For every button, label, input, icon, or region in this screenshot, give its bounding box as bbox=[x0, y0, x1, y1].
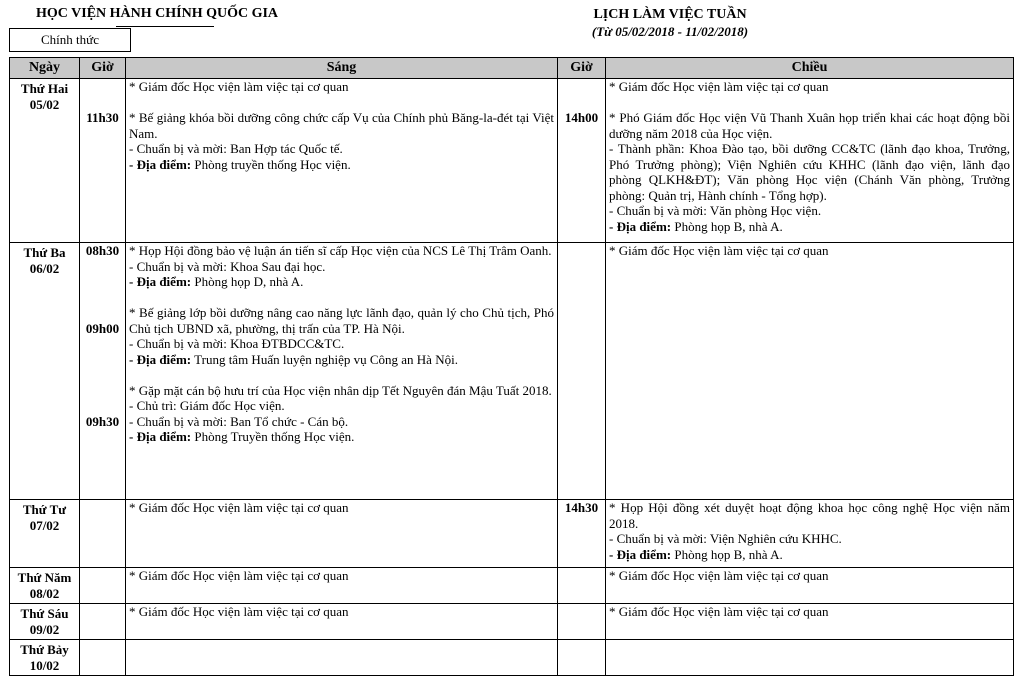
event-time: 11h30 bbox=[86, 110, 119, 125]
col-header-morning: Sáng bbox=[126, 58, 558, 79]
event-line: - Chuẩn bị và mời: Khoa Sau đại học. bbox=[129, 258, 326, 274]
col-header-time: Giờ bbox=[80, 58, 126, 79]
event-time: 14h00 bbox=[564, 110, 599, 125]
event-line: * Họp Hội đồng xét duyệt hoạt động khoa học công nghệ Học viện năm 2018. bbox=[609, 500, 1010, 531]
time-cell bbox=[558, 243, 606, 500]
event-line: * Giám đốc Học viện làm việc tại cơ quan bbox=[609, 604, 829, 619]
morning-cell bbox=[126, 640, 558, 676]
organization-name: HỌC VIỆN HÀNH CHÍNH QUỐC GIA bbox=[36, 6, 278, 22]
schedule-table bbox=[9, 57, 1014, 676]
morning-cell bbox=[126, 79, 558, 243]
afternoon-cell bbox=[606, 500, 1014, 568]
event-line: - Chuẩn bị và mời: Viện Nghiên cứu KHHC. bbox=[609, 531, 842, 546]
day-date: 05/02 bbox=[29, 96, 60, 112]
event-line: - Chủ trì: Giám đốc Học viện. bbox=[129, 398, 285, 413]
day-date: 10/02 bbox=[29, 657, 60, 673]
event-line: * Họp Hội đồng bảo vệ luận án tiến sĩ cấp Học viện của NCS Lê Thị Trâm Oanh. bbox=[129, 243, 552, 258]
page-title: LỊCH LÀM VIỆC TUẦN bbox=[593, 7, 747, 22]
event-line: - Thành phần: Khoa Đào tạo, bồi dưỡng CC&TC (lãnh đạo khoa, Trưởng, Phó Trưởng phòng); Viện Nghiên cứu KHHC (lãnh đạo viện, lãnh đạo phòng QLKH&ĐT); Văn phòng Học viện (Chánh Văn phòng, Trưởng phòng: Quản trị, Hành chính - Tổng hợp). bbox=[609, 141, 1010, 203]
table-row bbox=[10, 243, 1014, 500]
time-cell bbox=[80, 604, 126, 640]
day-cell bbox=[10, 604, 80, 640]
event-line: - Chuẩn bị và mời: Khoa ĐTBDCC&TC. bbox=[129, 336, 345, 351]
event-time: 08h30 bbox=[85, 243, 120, 258]
time-cell bbox=[80, 568, 126, 604]
event-location: - Địa điểm: Phòng truyền thống Học viện. bbox=[129, 156, 351, 172]
event-line: * Giám đốc Học viện làm việc tại cơ quan bbox=[129, 568, 349, 583]
table-row bbox=[10, 604, 1014, 640]
day-date: 09/02 bbox=[29, 621, 60, 637]
event-line: * Phó Giám đốc Học viện Vũ Thanh Xuân họp triển khai các hoạt động bồi dưỡng năm 2018 của Học viện. bbox=[609, 110, 1010, 141]
time-cell bbox=[80, 79, 126, 243]
table-row bbox=[10, 568, 1014, 604]
afternoon-cell bbox=[606, 568, 1014, 604]
time-cell bbox=[558, 568, 606, 604]
day-name: Thứ Tư bbox=[22, 502, 67, 517]
event-line: * Bế giảng khóa bồi dưỡng công chức cấp Vụ của Chính phủ Băng-la-đét tại Việt Nam. bbox=[129, 110, 554, 141]
morning-cell bbox=[126, 568, 558, 604]
afternoon-cell bbox=[606, 79, 1014, 243]
event-line: * Giám đốc Học viện làm việc tại cơ quan bbox=[129, 79, 349, 94]
event-line: * Giám đốc Học viện làm việc tại cơ quan bbox=[609, 568, 829, 583]
afternoon-cell bbox=[606, 243, 1014, 500]
event-location: - Địa điểm: Phòng họp B, nhà A. bbox=[609, 218, 783, 234]
table-row bbox=[10, 640, 1014, 676]
event-line: * Bế giảng lớp bồi dưỡng nâng cao năng lực lãnh đạo, quản lý cho Chủ tịch, Phó Chủ tịch UBND xã, phường, thị trấn của TP. Hà Nội. bbox=[129, 305, 554, 336]
event-line: - Chuẩn bị và mời: Ban Tổ chức - Cán bộ. bbox=[129, 413, 349, 429]
event-line: - Chuẩn bị và mời: Ban Hợp tác Quốc tế. bbox=[129, 141, 343, 156]
table-header-row bbox=[10, 58, 1014, 79]
event-line: * Gặp mặt cán bộ hưu trí của Học viện nhân dịp Tết Nguyên đán Mậu Tuất 2018. bbox=[129, 382, 552, 398]
afternoon-cell bbox=[606, 604, 1014, 640]
day-date: 08/02 bbox=[29, 585, 60, 601]
day-cell bbox=[10, 79, 80, 243]
day-cell bbox=[10, 500, 80, 568]
event-location: - Địa điểm: Trung tâm Huấn luyện nghiệp vụ Công an Hà Nội. bbox=[129, 351, 458, 367]
morning-cell bbox=[126, 243, 558, 500]
morning-cell bbox=[126, 604, 558, 640]
day-name: Thứ Hai bbox=[20, 81, 69, 96]
event-time: 14h30 bbox=[564, 500, 599, 515]
date-range: (Từ 05/02/2018 - 11/02/2018) bbox=[591, 24, 749, 39]
event-location: - Địa điểm: Phòng họp B, nhà A. bbox=[609, 546, 783, 562]
time-cell bbox=[80, 500, 126, 568]
day-date: 06/02 bbox=[29, 260, 60, 276]
day-name: Thứ Năm bbox=[17, 570, 72, 585]
afternoon-cell bbox=[606, 640, 1014, 676]
day-cell bbox=[10, 243, 80, 500]
col-header-time-afternoon: Giờ bbox=[558, 58, 606, 79]
event-line: - Chuẩn bị và mời: Văn phòng Học viện. bbox=[609, 203, 822, 218]
morning-cell bbox=[126, 500, 558, 568]
col-header-afternoon: Chiều bbox=[606, 58, 1014, 79]
time-cell bbox=[558, 604, 606, 640]
col-header-day: Ngày bbox=[10, 58, 80, 79]
event-line: * Giám đốc Học viện làm việc tại cơ quan bbox=[129, 604, 349, 619]
time-cell bbox=[558, 640, 606, 676]
event-location: - Địa điểm: Phòng Truyền thống Học viện. bbox=[129, 429, 355, 444]
event-line: * Giám đốc Học viện làm việc tại cơ quan bbox=[129, 500, 349, 515]
event-time: 09h00 bbox=[85, 320, 120, 336]
org-underline bbox=[116, 26, 214, 27]
event-line: * Giám đốc Học viện làm việc tại cơ quan bbox=[609, 243, 829, 258]
day-name: Thứ Bảy bbox=[20, 642, 69, 657]
event-location: - Địa điểm: Phòng họp D, nhà A. bbox=[129, 274, 304, 289]
day-name: Thứ Ba bbox=[23, 245, 66, 260]
table-row bbox=[10, 79, 1014, 243]
day-date: 07/02 bbox=[29, 517, 60, 533]
time-cell bbox=[80, 640, 126, 676]
day-cell bbox=[10, 640, 80, 676]
time-cell bbox=[558, 500, 606, 568]
day-cell bbox=[10, 568, 80, 604]
time-cell bbox=[80, 243, 126, 500]
time-cell bbox=[558, 79, 606, 243]
event-line: * Giám đốc Học viện làm việc tại cơ quan bbox=[609, 79, 829, 94]
schedule-title-block bbox=[550, 7, 790, 40]
status-badge: Chính thức bbox=[9, 28, 131, 52]
event-time: 09h30 bbox=[85, 413, 120, 429]
table-row bbox=[10, 500, 1014, 568]
day-name: Thứ Sáu bbox=[20, 606, 69, 621]
